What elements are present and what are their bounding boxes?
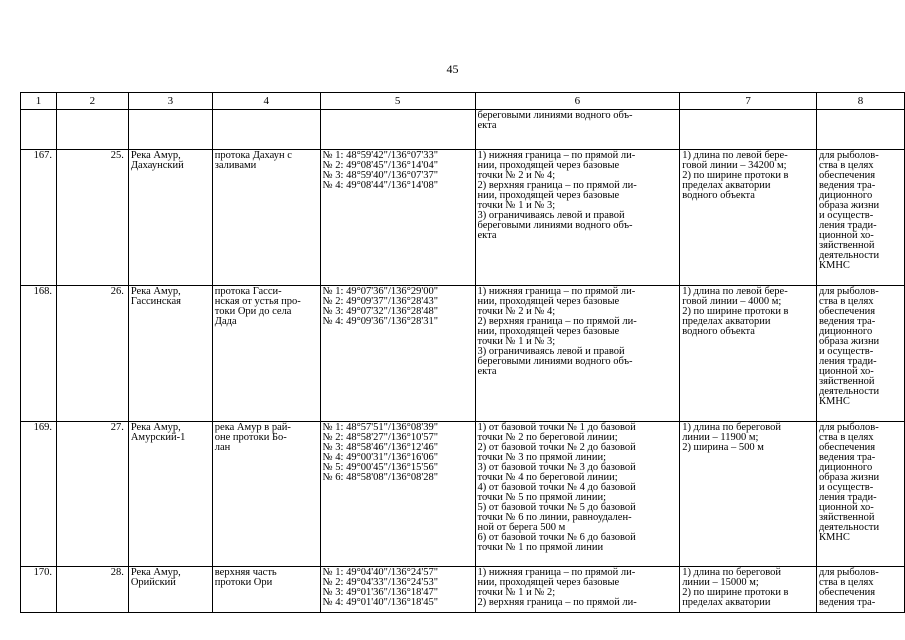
row-number: 168. [21,286,57,422]
text-line: нская от устья про- [214,296,301,307]
text-line: № 1: 49°04'40"/136°24'57" [322,567,438,578]
text-line: точки № 1 и № 2; [477,587,556,598]
text-line: № 6: 48°58'08"/136°08'28" [322,472,438,483]
text-line: КМНС [818,396,850,407]
text-line: диционного [818,462,873,473]
table-row [21,422,905,567]
boundaries-cell [475,150,680,286]
text-line: 3) от базовой точки № 3 до базовой [477,462,636,473]
text-line: протоки Ори [214,577,273,588]
text-line: обеспечения [818,587,876,598]
text-line: Дахаунский [130,160,184,171]
text-line: 2) по ширине протоки в [682,170,789,181]
table-cell [56,110,128,150]
text-line: ления тради- [818,492,877,503]
text-line: екта [477,230,497,241]
text-line: и осуществ- [818,482,874,493]
text-line: нии, проходящей через базовые [477,160,620,171]
text-line: № 4: 49°09'36"/136°28'31" [322,316,438,327]
boundaries-cell [475,110,680,150]
text-line: обеспечения [818,306,876,317]
text-line: 3) ограничиваясь левой и правой [477,346,625,357]
text-line: точки № 1 и № 3; [477,200,556,211]
text-line: линии – 11900 м; [682,432,759,443]
area-name-cell [128,567,212,613]
column-header: 5 [320,93,475,110]
text-line: ведения тра- [818,180,876,191]
text-line: водного объекта [682,326,755,337]
boundaries-cell [475,422,680,567]
area-name-cell [128,422,212,567]
text-line: ведения тра- [818,452,876,463]
row-number: 169. [21,422,57,567]
text-line: КМНС [818,260,850,271]
text-line: нии, проходящей через базовые [477,577,620,588]
location-cell [212,150,320,286]
table-row [21,286,905,422]
text-line: точки № 1 и № 3; [477,336,556,347]
text-line: екта [477,366,497,377]
purpose-cell [816,286,904,422]
text-line: токи Ори до села [214,306,292,317]
text-line: образа жизни [818,200,880,211]
text-line: для рыболов- [818,150,879,161]
text-line: № 2: 48°58'27"/136°10'57" [322,432,438,443]
row-subnumber: 28. [56,567,128,613]
column-header: 7 [680,93,817,110]
text-line: 3) ограничиваясь левой и правой [477,210,625,221]
area-name-cell [128,150,212,286]
table-cell [320,110,475,150]
column-header: 1 [21,93,57,110]
text-line: ционной хо- [818,366,874,377]
text-line: пределах акватории [682,180,771,191]
text-line: № 1: 48°57'51"/136°08'39" [322,422,438,433]
text-line: № 2: 49°09'37"/136°28'43" [322,296,438,307]
text-line: ства в целях [818,432,874,443]
text-line: КМНС [818,532,850,543]
text-line: ства в целях [818,577,874,588]
table-row [21,567,905,613]
text-line: 2) по ширине протоки в [682,306,789,317]
text-line: ства в целях [818,296,874,307]
text-line: № 3: 48°59'40"/136°07'37" [322,170,438,181]
text-line: 5) от базовой точки № 5 до базовой [477,502,636,513]
coordinates-cell [320,422,475,567]
fishing-areas-table [20,92,905,613]
text-line: точки № 5 по прямой линии; [477,492,607,503]
text-line: Дада [214,316,237,327]
text-line: 1) длина по береговой [682,422,781,433]
text-line: № 3: 49°07'32"/136°28'48" [322,306,438,317]
text-line: № 2: 49°04'33"/136°24'53" [322,577,438,588]
text-line: Орийский [130,577,176,588]
text-line: 6) от базовой точки № 6 до базовой [477,532,636,543]
row-subnumber: 26. [56,286,128,422]
purpose-cell [816,150,904,286]
text-line: нии, проходящей через базовые [477,296,620,307]
text-line: 1) нижняя граница – по прямой ли- [477,286,636,297]
text-line: береговыми линиями водного объ- [477,356,633,367]
text-line: для рыболов- [818,422,879,433]
text-line: точки № 6 по линии, равноудален- [477,512,632,523]
page-number: 45 [446,62,459,76]
location-cell [212,422,320,567]
text-line: 1) нижняя граница – по прямой ли- [477,150,636,161]
text-line: говой линии – 4000 м; [682,296,782,307]
table-cell [680,110,817,150]
text-line: 1) нижняя граница – по прямой ли- [477,567,636,578]
coordinates-cell [320,150,475,286]
text-line: 2) верхняя граница – по прямой ли- [477,316,637,327]
text-line: № 4: 49°08'44"/136°14'08" [322,180,438,191]
text-line: Гассинская [130,296,181,307]
column-header: 3 [128,93,212,110]
purpose-cell [816,567,904,613]
text-line: ведения тра- [818,316,876,327]
text-line: 2) ширина – 500 м [682,442,764,453]
table-cell [212,110,320,150]
size-cell [680,422,817,567]
text-line: оне протоки Бо- [214,432,287,443]
coordinates-cell [320,567,475,613]
text-line: береговыми линиями водного объ- [477,220,633,231]
text-line: деятельности [818,250,880,261]
text-line: ведения тра- [818,597,876,608]
text-line: точки № 2 по береговой линии; [477,432,618,443]
text-line: и осуществ- [818,346,874,357]
text-line: № 3: 49°01'36"/136°18'47" [322,587,438,598]
text-line: 4) от базовой точки № 4 до базовой [477,482,636,493]
text-line: для рыболов- [818,567,879,578]
text-line: деятельности [818,522,880,533]
text-line: деятельности [818,386,880,397]
text-line: Река Амур, [130,567,181,578]
text-line: Река Амур, [130,422,181,433]
text-line: ства в целях [818,160,874,171]
text-line: для рыболов- [818,286,879,297]
continued-row [21,110,905,150]
row-number: 167. [21,150,57,286]
table-cell [128,110,212,150]
text-line: лан [214,442,231,453]
boundaries-cell [475,567,680,613]
text-line: 1) длина по береговой [682,567,781,578]
table-cell [21,110,57,150]
text-line: обеспечения [818,442,876,453]
text-line: ления тради- [818,356,877,367]
text-line: верхняя часть [214,567,277,578]
header-row [21,93,905,110]
text-line: нии, проходящей через базовые [477,326,620,337]
text-line: 1) длина по левой бере- [682,150,788,161]
row-number: 170. [21,567,57,613]
text-line: № 1: 49°07'36"/136°29'00" [322,286,438,297]
text-line: заливами [214,160,257,171]
text-line: образа жизни [818,336,880,347]
text-line: точки № 3 по прямой линии; [477,452,607,463]
text-line: ционной хо- [818,502,874,513]
text-line: ной от берега 500 м [477,522,566,533]
row-subnumber: 25. [56,150,128,286]
text-line: № 4: 49°01'40"/136°18'45" [322,597,438,608]
row-subnumber: 27. [56,422,128,567]
text-line: Река Амур, [130,286,181,297]
column-header: 2 [56,93,128,110]
text-line: и осуществ- [818,210,874,221]
text-line: река Амур в рай- [214,422,291,433]
table-row [21,150,905,286]
column-header: 6 [475,93,680,110]
text-line: протока Дахаун с [214,150,292,161]
text-line: № 5: 49°00'45"/136°15'56" [322,462,438,473]
text-line: нии, проходящей через базовые [477,190,620,201]
size-cell [680,150,817,286]
location-cell [212,286,320,422]
text-line: диционного [818,326,873,337]
text-line: береговыми линиями водного объ- [477,110,633,121]
text-line: точки № 4 по береговой линии; [477,472,618,483]
text-line: водного объекта [682,190,755,201]
text-line: 2) по ширине протоки в [682,587,789,598]
text-line: 2) верхняя граница – по прямой ли- [477,180,637,191]
text-line: точки № 2 и № 4; [477,170,556,181]
text-line: ления тради- [818,220,877,231]
text-line: 1) длина по левой бере- [682,286,788,297]
text-line: пределах акватории [682,597,771,608]
text-line: Амурский-1 [130,432,186,443]
column-header: 8 [816,93,904,110]
area-name-cell [128,286,212,422]
text-line: протока Гасси- [214,286,282,297]
text-line: пределах акватории [682,316,771,327]
column-header: 4 [212,93,320,110]
text-line: обеспечения [818,170,876,181]
text-line: образа жизни [818,472,880,483]
text-line: диционного [818,190,873,201]
text-line: 2) верхняя граница – по прямой ли- [477,597,637,608]
coordinates-cell [320,286,475,422]
text-line: линии – 15000 м; [682,577,759,588]
purpose-cell [816,422,904,567]
size-cell [680,567,817,613]
text-line: зяйственной [818,240,875,251]
text-line: № 2: 49°08'45"/136°14'04" [322,160,438,171]
size-cell [680,286,817,422]
text-line: зяйственной [818,512,875,523]
text-line: ционной хо- [818,230,874,241]
text-line: Река Амур, [130,150,181,161]
text-line: № 1: 48°59'42"/136°07'33" [322,150,438,161]
location-cell [212,567,320,613]
text-line: точки № 2 и № 4; [477,306,556,317]
text-line: 1) от базовой точки № 1 до базовой [477,422,636,433]
text-line: 2) от базовой точки № 2 до базовой [477,442,636,453]
boundaries-cell [475,286,680,422]
table-cell [816,110,904,150]
text-line: № 4: 49°00'31"/136°16'06" [322,452,438,463]
text-line: зяйственной [818,376,875,387]
text-line: говой линии – 34200 м; [682,160,787,171]
text-line: екта [477,120,497,131]
text-line: точки № 1 по прямой линии [477,542,604,553]
text-line: № 3: 48°58'46"/136°12'46" [322,442,438,453]
